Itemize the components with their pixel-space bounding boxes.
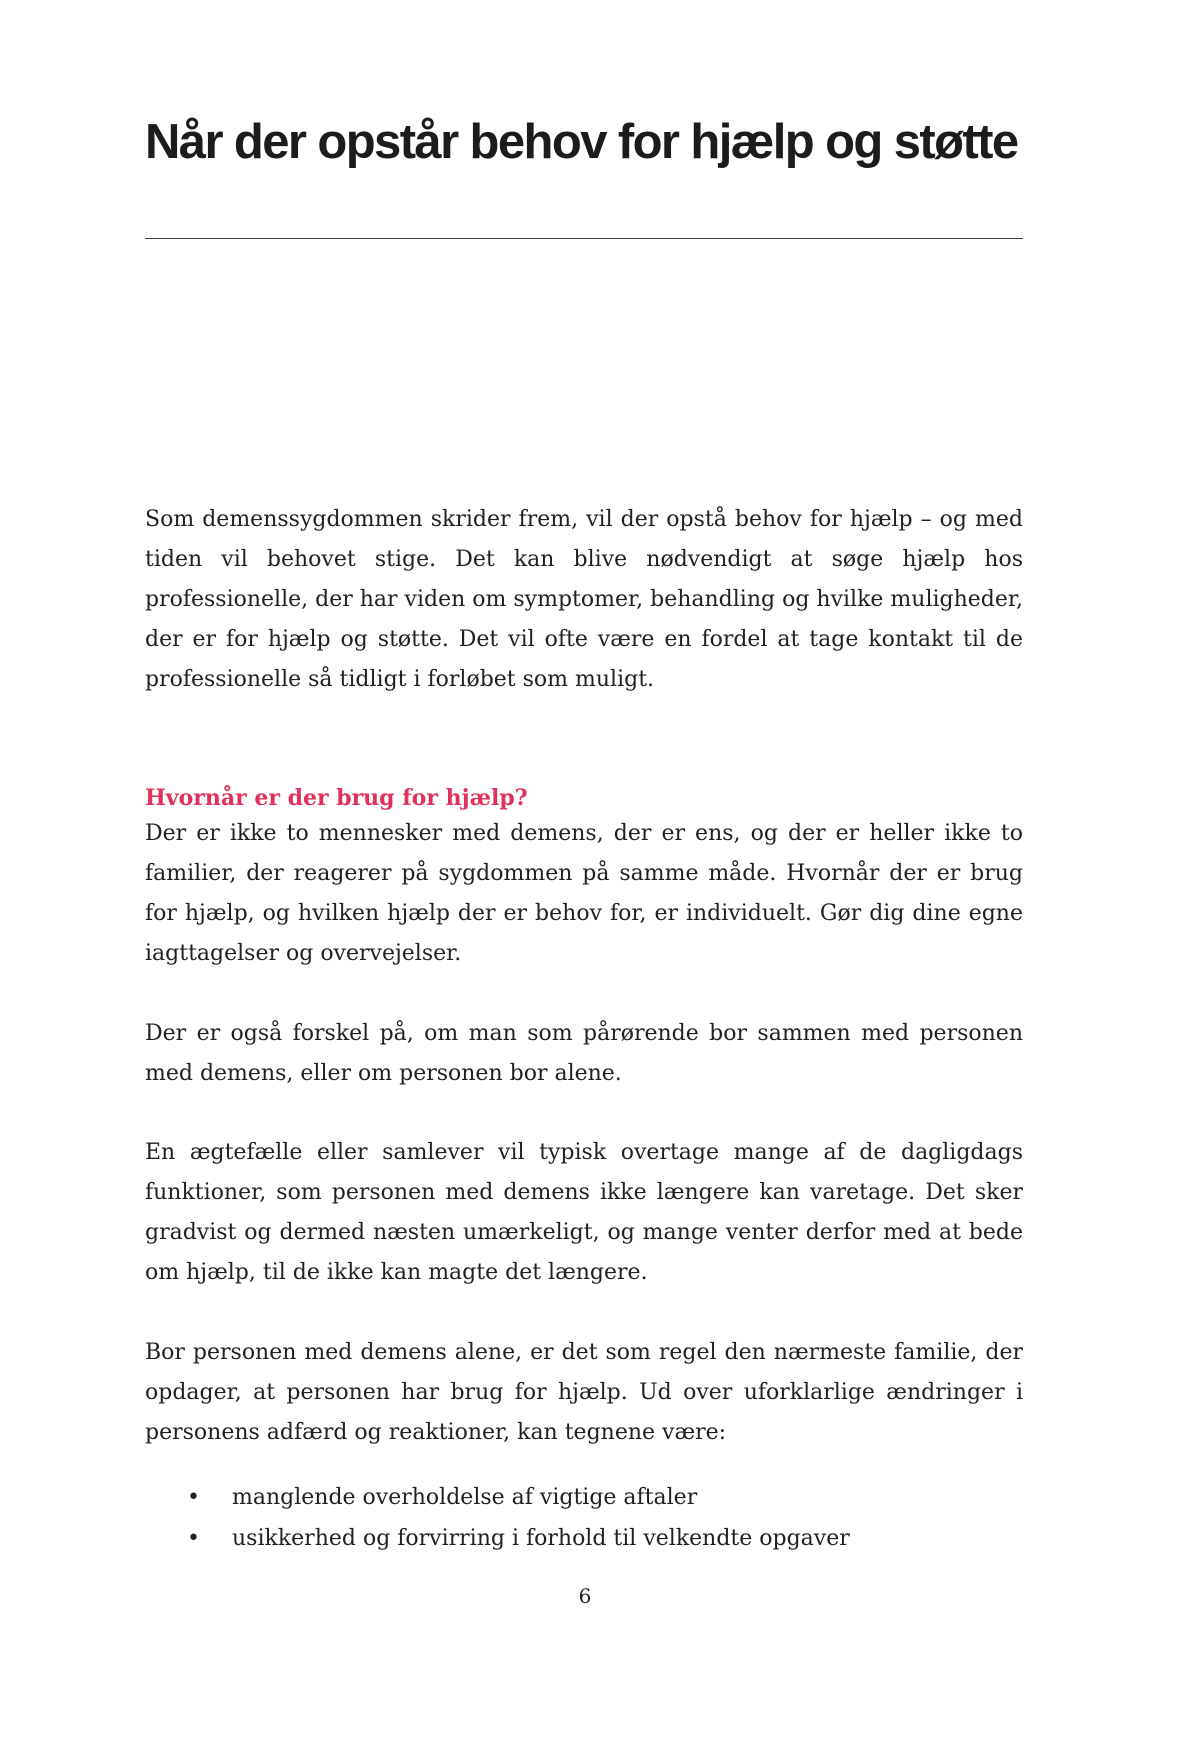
bullet-icon: • (187, 1526, 200, 1551)
list-item-text: manglende overholdelse af vigtige aftaler (232, 1485, 698, 1510)
body-paragraph: Der er også forskel på, om man som pårørende bor sammen med personen med demens, eller om personen bor alene. (145, 1021, 1023, 1086)
signs-list (145, 1477, 1023, 1559)
page-title: Når der opstår behov for hjælp og støtte (145, 115, 1018, 169)
body-paragraph: Bor personen med demens alene, er det som regel den nærmeste familie, der opdager, at personen har brug for hjælp. Ud over uforklarlige ændringer i personens adfærd og reaktioner, kan tegnene være: (145, 1340, 1023, 1445)
body-paragraph: En ægtefælle eller samlever vil typisk overtage mange af de dagligdags funktioner, som personen med demens ikke længere kan varetage. Det sker gradvist og dermed næsten umærkeligt, og mange venter derfor med at bede om hjælp, til de ikke kan magte det længere. (145, 1140, 1023, 1285)
page-number: 6 (578, 1584, 592, 1608)
section-heading: Hvornår er der brug for hjælp? (145, 785, 528, 811)
bullet-icon: • (187, 1485, 200, 1510)
list-item (145, 1477, 1023, 1518)
body-paragraph: Der er ikke to mennesker med demens, der er ens, og der er heller ikke to familier, der reagerer på sygdommen på samme måde. Hvornår der er brug for hjælp, og hvilken hjælp der er behov for, er individuelt. Gør dig dine egne iagttagelser og overvejelser. (145, 821, 1023, 966)
title-divider (145, 238, 1023, 239)
list-item (145, 1518, 1023, 1559)
intro-paragraph: Som demenssygdommen skrider frem, vil der opstå behov for hjælp – og med tiden vil behovet stige. Det kan blive nødvendigt at søge hjælp hos professionelle, der har viden om symptomer, behandling og hvilke muligheder, der er for hjælp og støtte. Det vil ofte være en fordel at tage kontakt til de professionelle så tidligt i forløbet som muligt. (145, 507, 1023, 692)
list-item-text: usikkerhed og forvirring i forhold til velkendte opgaver (232, 1526, 850, 1551)
